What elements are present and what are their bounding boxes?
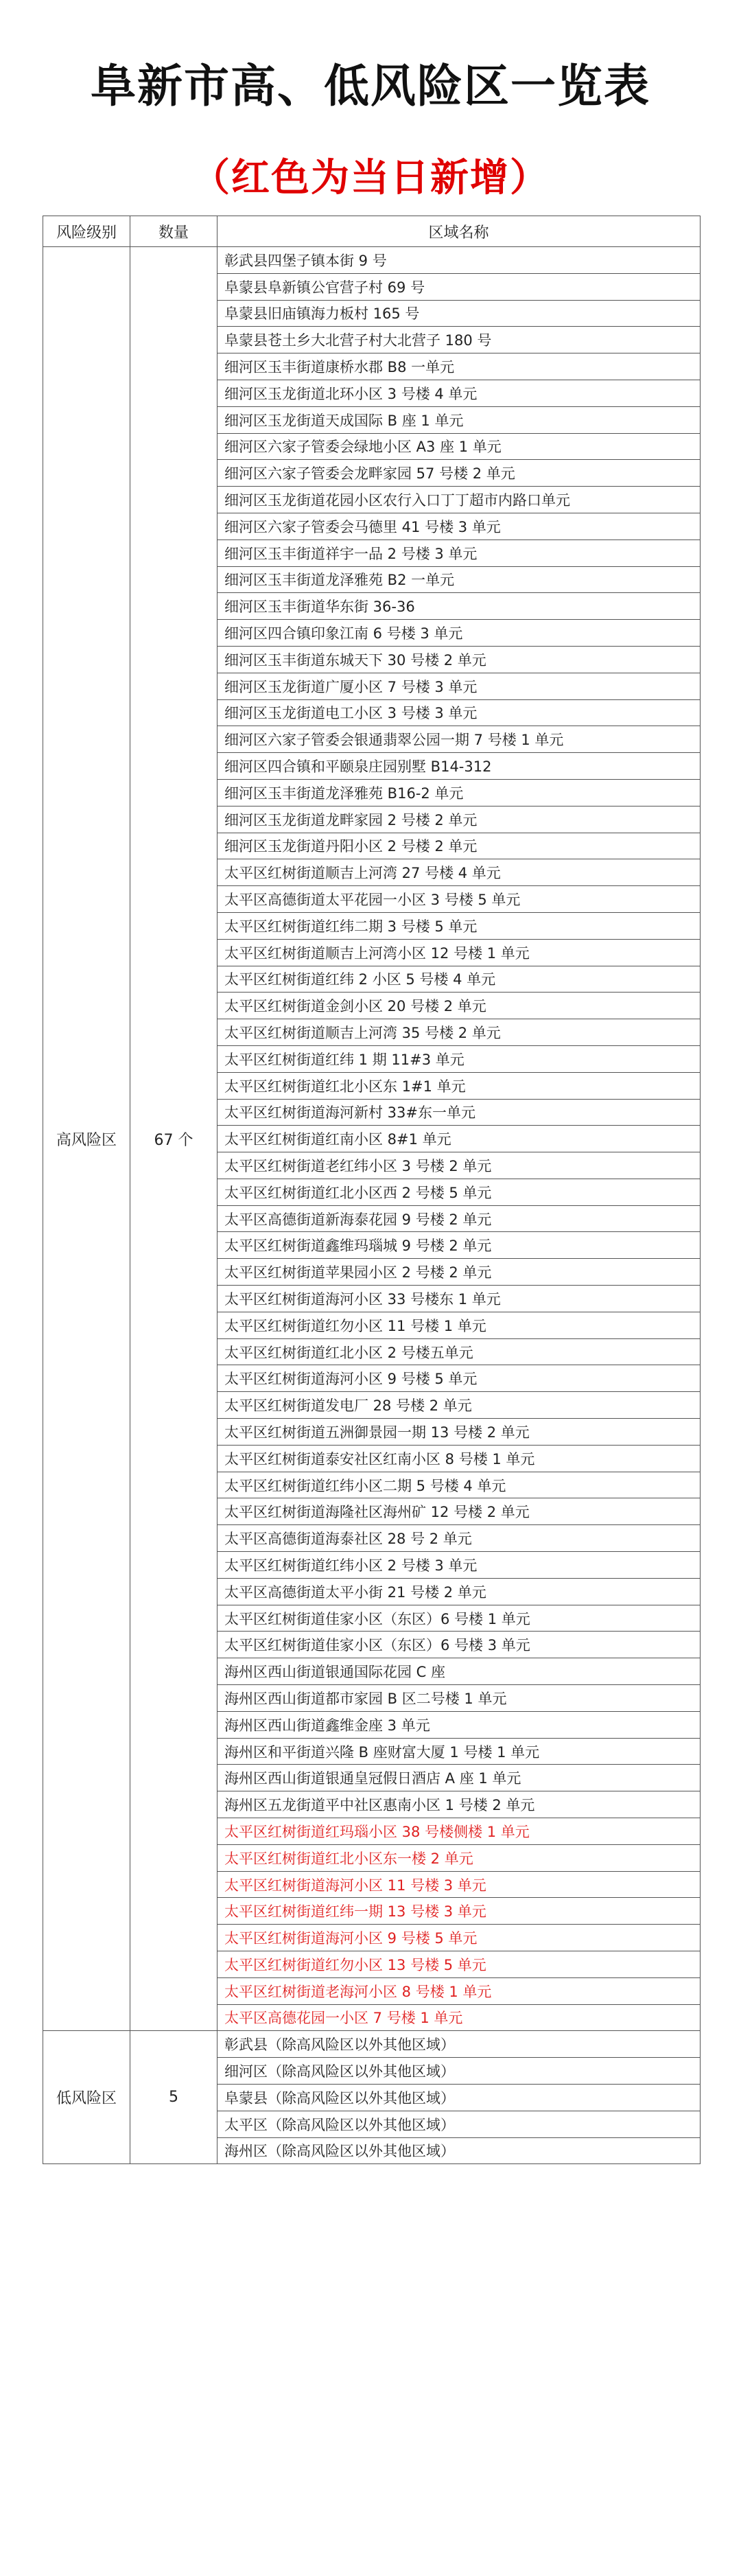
area-cell: 太平区红树街道红纬二期 3 号楼 5 单元 (217, 912, 701, 939)
area-cell: 细河区玉龙街道花园小区农行入口丁丁超市内路口单元 (217, 487, 701, 513)
new-area-cell: 太平区红树街道红勿小区 13 号楼 5 单元 (217, 1951, 701, 1978)
area-cell: 细河区玉龙街道丹阳小区 2 号楼 2 单元 (217, 833, 701, 859)
area-cell: 细河区玉龙街道广厦小区 7 号楼 3 单元 (217, 673, 701, 699)
area-cell: 太平区红树街道佳家小区（东区）6 号楼 1 单元 (217, 1605, 701, 1632)
area-cell: 太平区高德街道太平花园一小区 3 号楼 5 单元 (217, 886, 701, 913)
area-cell: 太平区红树街道佳家小区（东区）6 号楼 3 单元 (217, 1632, 701, 1658)
area-cell: 细河区六家子管委会银通翡翠公园一期 7 号楼 1 单元 (217, 726, 701, 753)
area-cell: 太平区红树街道金剑小区 20 号楼 2 单元 (217, 993, 701, 1019)
area-cell: 太平区红树街道红北小区 2 号楼五单元 (217, 1338, 701, 1365)
area-cell: 细河区（除高风险区以外其他区域） (217, 2058, 701, 2085)
new-area-cell: 太平区红树街道红玛瑙小区 38 号楼侧楼 1 单元 (217, 1818, 701, 1845)
high-risk-level-cell: 高风险区 (43, 247, 130, 2031)
area-cell: 太平区红树街道红纬 1 期 11#3 单元 (217, 1045, 701, 1072)
area-cell: 细河区六家子管委会马德里 41 号楼 3 单元 (217, 513, 701, 539)
new-area-cell: 太平区红树街道老海河小区 8 号楼 1 单元 (217, 1977, 701, 2004)
area-cell: 细河区玉丰街道东城天下 30 号楼 2 单元 (217, 646, 701, 673)
area-cell: 太平区红树街道鑫维玛瑙城 9 号楼 2 单元 (217, 1232, 701, 1259)
area-cell: 阜蒙县（除高风险区以外其他区域） (217, 2084, 701, 2111)
area-cell: 海州区西山街道鑫维金座 3 单元 (217, 1711, 701, 1738)
area-cell: 太平区红树街道红纬 2 小区 5 号楼 4 单元 (217, 966, 701, 993)
area-cell: 海州区西山街道银通国际花园 C 座 (217, 1658, 701, 1685)
low-risk-count-cell: 5 (130, 2031, 217, 2164)
area-cell: 细河区玉龙街道电工小区 3 号楼 3 单元 (217, 699, 701, 726)
area-cell: 太平区红树街道顺吉上河湾 27 号楼 4 单元 (217, 859, 701, 886)
area-cell: 太平区红树街道顺吉上河湾 35 号楼 2 单元 (217, 1019, 701, 1046)
area-cell: 细河区四合镇印象江南 6 号楼 3 单元 (217, 620, 701, 647)
area-cell: 太平区红树街道海河小区 33 号楼东 1 单元 (217, 1286, 701, 1312)
table-header-row (43, 216, 701, 247)
area-cell: 细河区玉丰街道康桥水郡 B8 一单元 (217, 353, 701, 380)
area-cell: 太平区红树街道五洲御景园一期 13 号楼 2 单元 (217, 1419, 701, 1446)
area-cell: 太平区红树街道老红纬小区 3 号楼 2 单元 (217, 1152, 701, 1179)
new-area-cell: 太平区红树街道海河小区 9 号楼 5 单元 (217, 1925, 701, 1951)
table-row (43, 2031, 701, 2058)
area-cell: 太平区红树街道红北小区西 2 号楼 5 单元 (217, 1179, 701, 1205)
area-cell: 太平区红树街道红南小区 8#1 单元 (217, 1126, 701, 1152)
area-cell: 彰武县四堡子镇本街 9 号 (217, 247, 701, 274)
new-area-cell: 太平区高德花园一小区 7 号楼 1 单元 (217, 2004, 701, 2031)
area-cell: 太平区红树街道泰安社区红南小区 8 号楼 1 单元 (217, 1445, 701, 1472)
high-risk-count-cell: 67 个 (130, 247, 217, 2031)
area-cell: 太平区红树街道红北小区东 1#1 单元 (217, 1072, 701, 1099)
table-row (43, 247, 701, 274)
area-cell: 细河区玉龙街道天成国际 B 座 1 单元 (217, 406, 701, 433)
area-cell: 阜蒙县阜新镇公官营子村 69 号 (217, 273, 701, 300)
page-subtitle: （红色为当日新增） (191, 156, 550, 200)
area-cell: 太平区红树街道海河小区 9 号楼 5 单元 (217, 1365, 701, 1392)
area-cell: 太平区红树街道红勿小区 11 号楼 1 单元 (217, 1312, 701, 1338)
area-cell: 细河区玉丰街道华东街 36-36 (217, 593, 701, 620)
header-area: 区域名称 (217, 216, 701, 247)
area-cell: 太平区红树街道海河新村 33#东一单元 (217, 1099, 701, 1126)
low-risk-level-cell: 低风险区 (43, 2031, 130, 2164)
new-area-cell: 太平区红树街道海河小区 11 号楼 3 单元 (217, 1871, 701, 1898)
area-cell: 阜蒙县旧庙镇海力板村 165 号 (217, 300, 701, 327)
area-cell: 细河区玉龙街道北环小区 3 号楼 4 单元 (217, 380, 701, 406)
table-body (43, 247, 701, 2164)
risk-area-table (43, 216, 701, 2164)
area-cell: 太平区高德街道新海泰花园 9 号楼 2 单元 (217, 1205, 701, 1232)
area-cell: 海州区（除高风险区以外其他区域） (217, 2137, 701, 2164)
area-cell: 太平区红树街道红纬小区二期 5 号楼 4 单元 (217, 1472, 701, 1498)
area-cell: 太平区高德街道太平小街 21 号楼 2 单元 (217, 1578, 701, 1605)
new-area-cell: 太平区红树街道红纬一期 13 号楼 3 单元 (217, 1898, 701, 1925)
area-cell: 太平区高德街道海泰社区 28 号 2 单元 (217, 1525, 701, 1552)
area-cell: 彰武县（除高风险区以外其他区域） (217, 2031, 701, 2058)
area-cell: 细河区四合镇和平颐泉庄园别墅 B14-312 (217, 753, 701, 780)
header-level: 风险级别 (43, 216, 130, 247)
area-cell: 海州区五龙街道平中社区惠南小区 1 号楼 2 单元 (217, 1791, 701, 1818)
area-cell: 细河区玉丰街道龙泽雅苑 B16-2 单元 (217, 779, 701, 806)
area-cell: 细河区玉丰街道龙泽雅苑 B2 一单元 (217, 566, 701, 593)
area-cell: 海州区西山街道都市家园 B 区二号楼 1 单元 (217, 1685, 701, 1712)
area-cell: 太平区红树街道红纬小区 2 号楼 3 单元 (217, 1552, 701, 1579)
area-cell: 太平区红树街道海隆社区海州矿 12 号楼 2 单元 (217, 1498, 701, 1525)
area-cell: 细河区六家子管委会绿地小区 A3 座 1 单元 (217, 433, 701, 460)
area-cell: 细河区玉丰街道祥宇一品 2 号楼 3 单元 (217, 539, 701, 566)
area-cell: 太平区红树街道顺吉上河湾小区 12 号楼 1 单元 (217, 939, 701, 966)
area-cell: 细河区六家子管委会龙畔家园 57 号楼 2 单元 (217, 460, 701, 487)
area-cell: 细河区玉龙街道龙畔家园 2 号楼 2 单元 (217, 806, 701, 833)
page-title: 阜新市高、低风险区一览表 (91, 60, 650, 113)
area-cell: 阜蒙县苍土乡大北营子村大北营子 180 号 (217, 327, 701, 353)
area-cell: 海州区西山街道银通皇冠假日酒店 A 座 1 单元 (217, 1765, 701, 1791)
area-cell: 太平区红树街道发电厂 28 号楼 2 单元 (217, 1392, 701, 1419)
area-cell: 太平区（除高风险区以外其他区域） (217, 2111, 701, 2137)
new-area-cell: 太平区红树街道红北小区东一楼 2 单元 (217, 1844, 701, 1871)
area-cell: 太平区红树街道苹果园小区 2 号楼 2 单元 (217, 1259, 701, 1286)
area-cell: 海州区和平街道兴隆 B 座财富大厦 1 号楼 1 单元 (217, 1738, 701, 1765)
header-count: 数量 (130, 216, 217, 247)
